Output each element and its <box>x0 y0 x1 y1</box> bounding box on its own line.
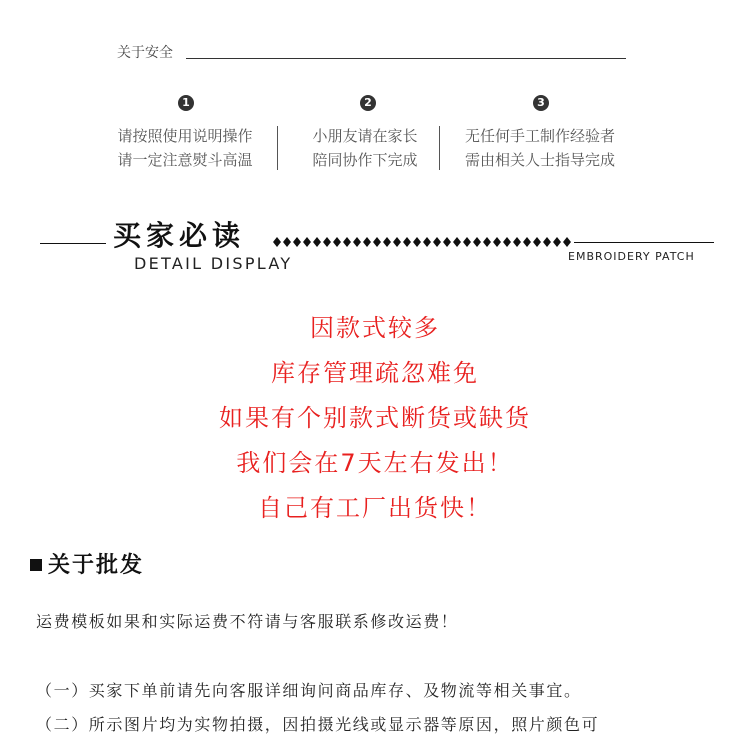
step-2-badge: 2 <box>360 95 376 111</box>
wholesale-item-1: （一）买家下单前请先向客服详细询问商品库存、及物流等相关事宜。 <box>36 681 582 700</box>
diamond-icon <box>373 237 381 247</box>
heading-subtitle: DETAIL DISPLAY <box>134 254 293 273</box>
wholesale-title <box>30 548 144 579</box>
diamond-icon <box>363 237 371 247</box>
step-3-line-1: 无任何手工制作经验者 <box>464 127 615 145</box>
heading-tag: EMBROIDERY PATCH <box>568 250 695 263</box>
diamond-icon <box>403 237 411 247</box>
diamond-icon <box>563 237 571 247</box>
step-2-line-1: 小朋友请在家长 <box>312 127 418 145</box>
step-3-line-2: 需由相关人士指导完成 <box>464 151 615 169</box>
diamond-icon <box>303 237 311 247</box>
notice-line-2: 库存管理疏忽难免 <box>271 359 479 387</box>
diamond-icon <box>293 237 301 247</box>
diamond-icon <box>413 237 421 247</box>
wholesale-title-text: 关于批发 <box>48 553 145 578</box>
step-separator-2 <box>439 126 440 170</box>
diamond-icon <box>553 237 561 247</box>
safety-step-3 <box>455 124 625 172</box>
notice-line-4: 我们会在7天左右发出！ <box>236 449 514 477</box>
diamond-icon <box>523 237 531 247</box>
diamond-icon <box>423 237 431 247</box>
diamond-icon <box>323 237 331 247</box>
diamond-icon <box>433 237 441 247</box>
diamond-icon <box>273 237 281 247</box>
diamond-icon <box>343 237 351 247</box>
diamond-icon <box>313 237 321 247</box>
step-1-line-2: 请一定注意熨斗高温 <box>117 151 253 169</box>
diamond-icon <box>453 237 461 247</box>
step-1-line-1: 请按照使用说明操作 <box>117 127 253 145</box>
heading-left-rule <box>40 243 106 244</box>
notice-line-3: 如果有个别款式断货或缺货 <box>219 404 531 432</box>
safety-step-2 <box>295 124 435 172</box>
wholesale-intro: 运费模板如果和实际运费不符请与客服联系修改运费！ <box>36 612 459 631</box>
diamond-icon <box>473 237 481 247</box>
wholesale-item-2: （二）所示图片均为实物拍摄，因拍摄光线或显示器等原因，照片颜色可 <box>36 715 600 734</box>
square-bullet-icon <box>30 559 42 571</box>
diamond-icon <box>393 237 401 247</box>
diamond-icon <box>483 237 491 247</box>
diamond-icon <box>543 237 551 247</box>
notice-line-5: 自己有工厂出货快！ <box>258 494 492 522</box>
step-2-line-2: 陪同协作下完成 <box>312 151 418 169</box>
safety-title-rule <box>186 58 626 59</box>
diamond-icon <box>283 237 291 247</box>
diamond-icon <box>463 237 471 247</box>
diamond-icon <box>493 237 501 247</box>
diamond-icon <box>533 237 541 247</box>
safety-title: 关于安全 <box>117 45 173 61</box>
diamond-icon <box>503 237 511 247</box>
step-separator-1 <box>277 126 278 170</box>
diamond-icon <box>443 237 451 247</box>
diamond-chain-divider <box>272 236 576 248</box>
step-1-badge: 1 <box>178 95 194 111</box>
heading-right-rule <box>574 242 714 243</box>
diamond-icon <box>513 237 521 247</box>
diamond-icon <box>383 237 391 247</box>
diamond-icon <box>333 237 341 247</box>
page-heading: 买家必读 <box>113 219 246 252</box>
diamond-icon <box>353 237 361 247</box>
safety-step-1 <box>110 124 260 172</box>
notice-line-1: 因款式较多 <box>310 314 440 342</box>
step-3-badge: 3 <box>533 95 549 111</box>
